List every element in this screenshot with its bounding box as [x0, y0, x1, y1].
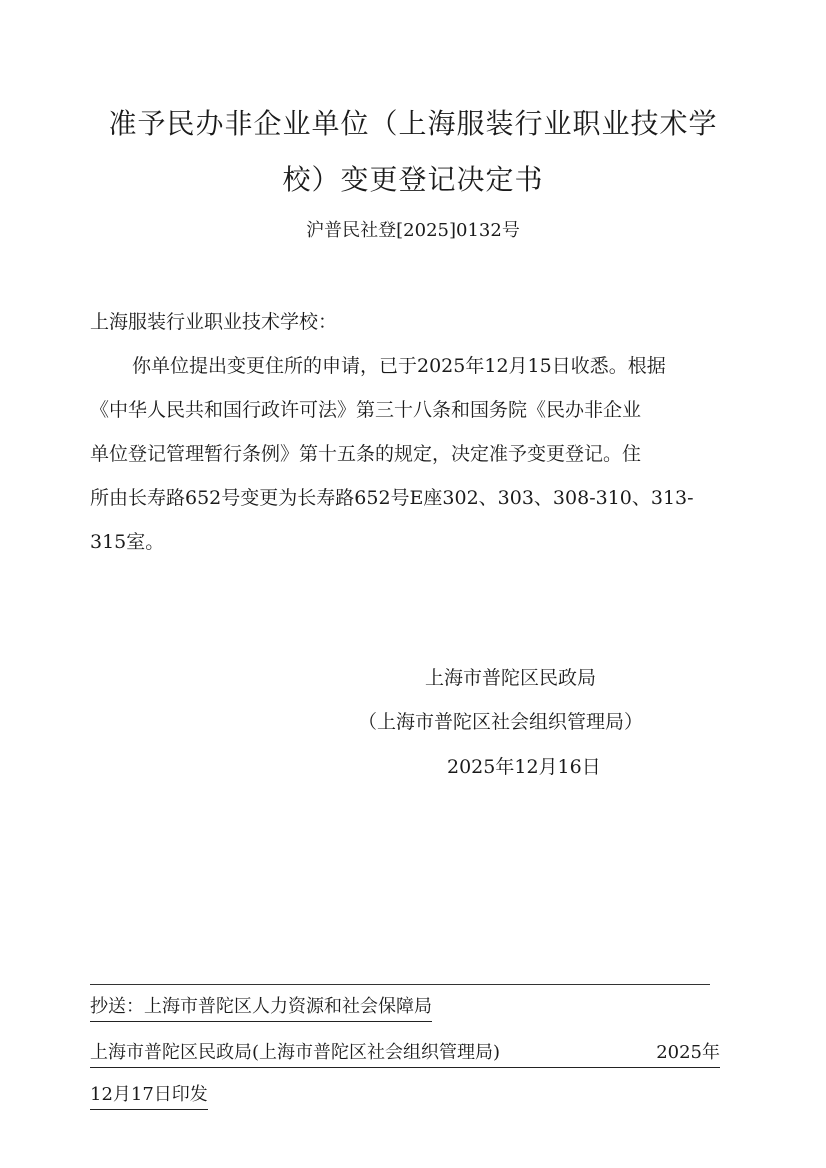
signature-org-alias: （上海市普陀区社会组织管理局）	[358, 711, 644, 733]
document-title-line-1: 准予民办非企业单位（上海服装行业职业技术学	[108, 107, 718, 140]
signature-org: 上海市普陀区民政局	[425, 667, 597, 689]
footer-issue-date: 12月17日印发	[90, 1082, 208, 1110]
document-number: 沪普民社登[2025]0132号	[306, 220, 520, 241]
body-line-4: 所由长寿路652号变更为长寿路652号E座302、303、308-310、313-	[90, 487, 694, 509]
footer-issuer: 上海市普陀区民政局(上海市普陀区社会组织管理局)	[90, 1042, 501, 1063]
footer-divider	[90, 984, 710, 985]
body-line-3: 单位登记管理暂行条例》第十五条的规定，决定准予变更登记。住	[90, 443, 642, 465]
body-line-2: 《中华人民共和国行政许可法》第三十八条和国务院《民办非企业	[90, 399, 642, 421]
document-title-line-2: 校）变更登记决定书	[282, 163, 544, 196]
footer-issue-year: 2025年	[656, 1042, 720, 1063]
body-line-1: 你单位提出变更住所的申请，已于2025年12月15日收悉。根据	[132, 355, 666, 377]
body-line-5: 315室。	[90, 531, 165, 553]
addressee: 上海服装行业职业技术学校：	[90, 311, 338, 333]
footer-issuer-line	[90, 1040, 720, 1068]
footer-cc: 抄送：上海市普陀区人力资源和社会保障局	[90, 994, 432, 1022]
signature-date: 2025年12月16日	[447, 756, 601, 778]
